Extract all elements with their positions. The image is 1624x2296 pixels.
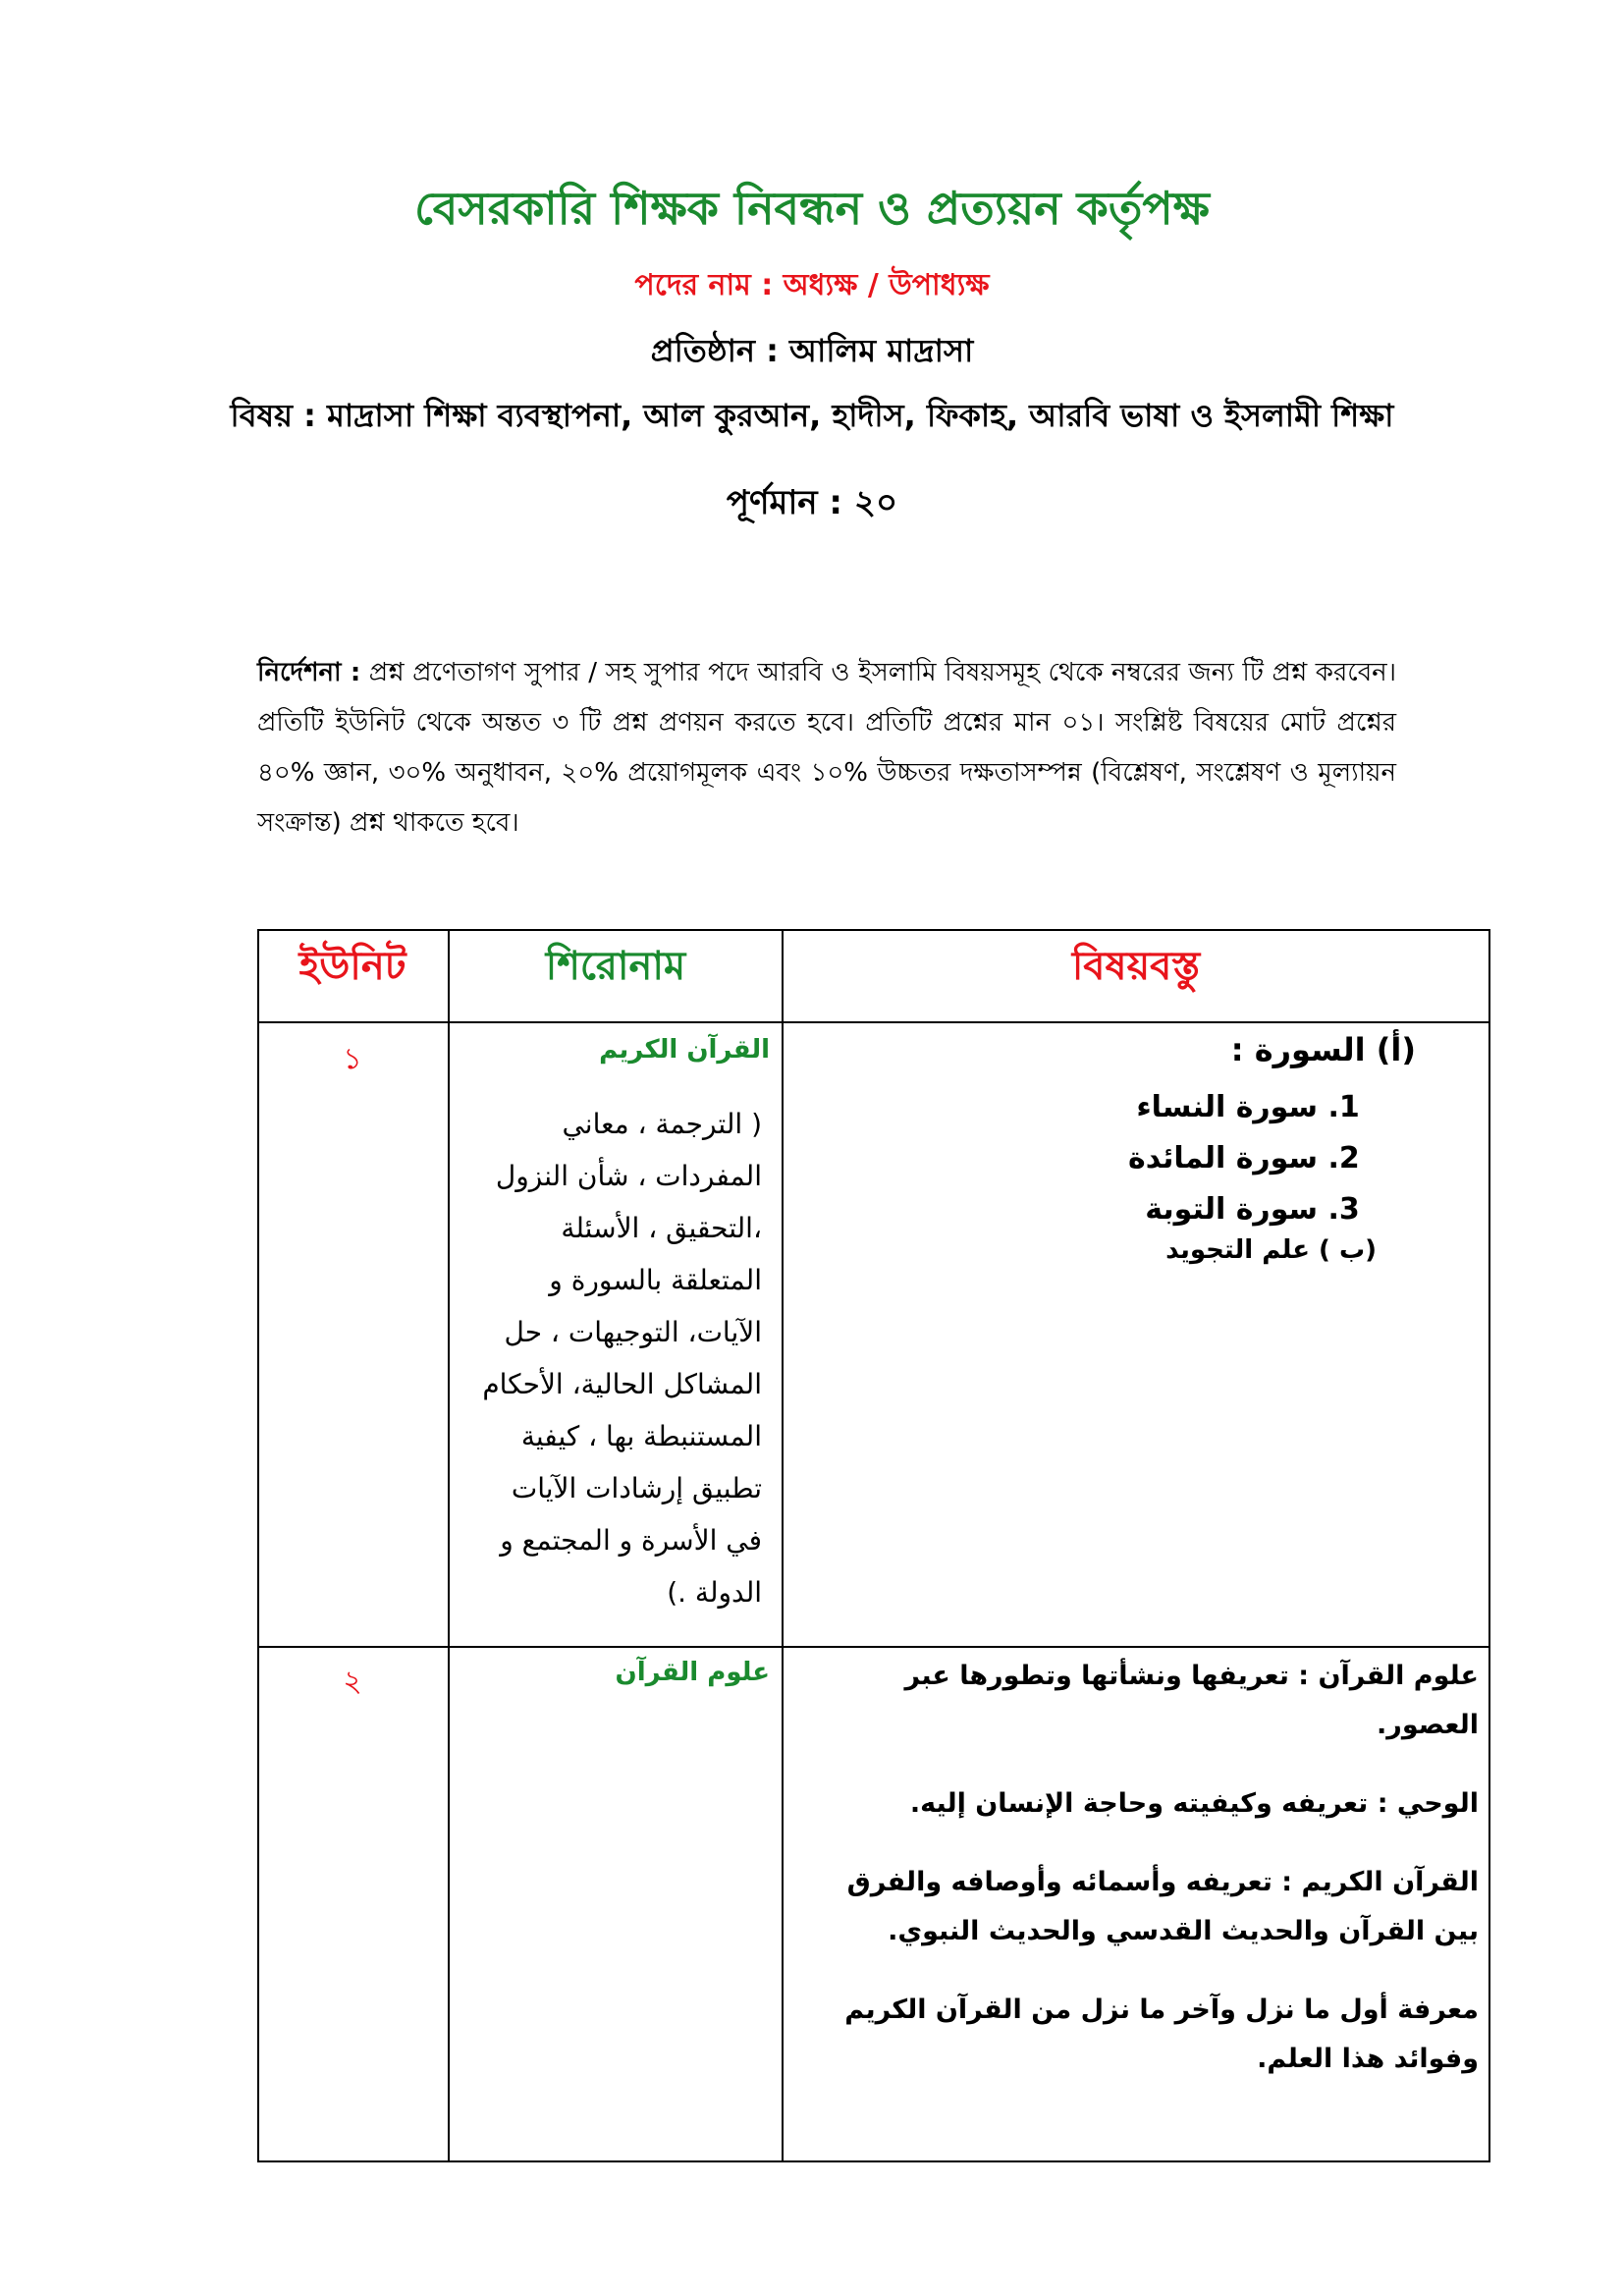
subject-line: বিষয় : মাদ্রাসা শিক্ষা ব্যবস্থাপনা, আল কুরআন, হাদীস, ফিকাহ, আরবি ভাষা ও ইসলামী শিক্ষা [230,397,1394,434]
content-paragraph: القرآن الكريم : تعريفه وأسمائه وأوصافه والفرق بين القرآن والحديث القدسي والحديث النبوي. [846,1867,1479,1946]
full-marks: পূর্ণমান : ২০ [726,483,898,522]
syllabus-table [257,929,1490,2162]
page-title: বেসরকারি শিক্ষক নিবন্ধন ও প্রত্যয়ন কর্তৃপক্ষ [414,182,1210,235]
tajweed-item: (ب ) علم التجويد [1165,1235,1377,1265]
table-header-divider [257,1021,1490,1023]
table-col-divider-2 [782,929,784,2162]
surah-item: 1. سورة النساء [807,1082,1318,1133]
content-paragraph: معرفة أول ما نزل وآخر ما نزل من القرآن الكريم وفوائد هذا العلم. [844,1995,1479,2074]
row-2-heading: علوم القرآن [615,1658,770,1687]
row-1-heading: القرآن الكريم [599,1035,770,1065]
unit-number-1: ১ [343,1042,362,1076]
table-border-right [1489,929,1490,2162]
table-border-left [257,929,259,2162]
surah-heading: (أ) السورة : [1230,1031,1416,1068]
content-paragraph: علوم القرآن : تعريفها ونشأتها وتطورها عبر العصور. [904,1661,1479,1740]
row-2-content [807,1652,1479,2113]
header-title: শিরোনাম [545,944,686,989]
surah-item: 2. سورة المائدة [807,1133,1318,1184]
row-1-description: ( الترجمة ، معاني المفردات ، شأن النزول ،التحقيق ، الأسئلة المتعلقة بالسورة و الآيات، التوجيهات ، حل المشاكل الحالية، الأحكام المستنبطة بها ، كيفية تطبيق إرشادات الآيات في الأسرة و المجتمع و الدولة .) [482,1108,762,1609]
instructions-text: প্রশ্ন প্রণেতাগণ সুপার / সহ সুপার পদে আরবি ও ইসলামি বিষয়সমূহ থেকে নম্বরের জন্য টি প্রশ্ন করবেন। প্রতিটি ইউনিট থেকে অন্তত ৩ টি প্রশ্ন প্রণয়ন করতে হবে। প্রতিটি প্রশ্নের মান ০১। সংশ্লিষ্ট বিষয়ের মোট প্রশ্নের ৪০% জ্ঞান, ৩০% অনুধাবন, ২০% প্রয়োগমূলক এবং ১০% উচ্চতর দক্ষতাসম্পন্ন (বিশ্লেষণ, সংশ্লেষণ ও মূল্যায়ন সংক্রান্ত) প্রশ্ন থাকতে হবে। [257,658,1396,838]
header-content: বিষয়বস্তু [1071,944,1201,989]
unit-number-2: ২ [343,1665,362,1699]
content-paragraph: الوحي : تعريفه وكيفيته وحاجة الإنسان إليه. [909,1788,1479,1819]
instructions [257,648,1396,848]
table-row-divider [257,1646,1490,1648]
institution: প্রতিষ্ঠান : আলিম মাদ্রাসা [650,332,974,369]
row-1-content [807,1031,1416,1265]
table-border-bottom [257,2160,1490,2162]
table-col-divider-1 [448,929,450,2162]
post-name: পদের নাম : অধ্যক্ষ / উপাধ্যক্ষ [634,268,990,302]
surah-item: 3. سورة التوبة [807,1184,1318,1235]
header-unit: ইউনিট [298,944,406,989]
instructions-label: নির্দেশনা : [257,658,361,687]
